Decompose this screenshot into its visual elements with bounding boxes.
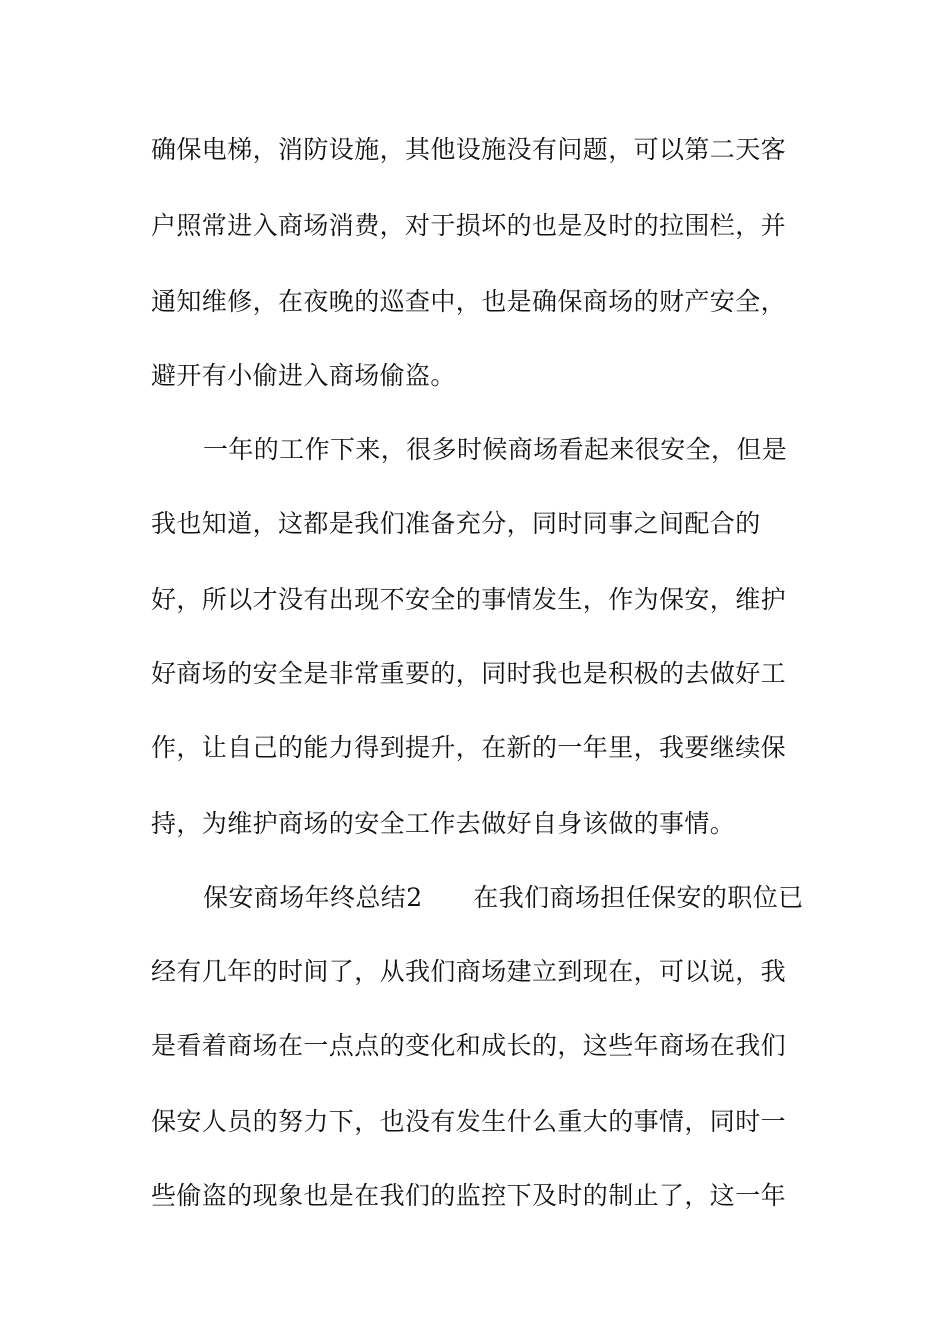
text-line: 通知维修，在夜晚的巡查中，也是确保商场的财产安全， <box>151 287 787 316</box>
text-line: 持，为维护商场的安全工作去做好自身该做的事情。 <box>151 809 736 838</box>
text-line: 保安人员的努力下，也没有发生什么重大的事情，同时一 <box>151 1107 787 1136</box>
paragraph-first-line: 一年的工作下来，很多时候商场看起来很安全，但是 <box>203 435 788 464</box>
text-line: 避开有小偷进入商场偷盗。 <box>151 361 456 390</box>
text-line: 户照常进入商场消费，对于损坏的也是及时的拉围栏，并 <box>151 211 787 240</box>
text-line: 作，让自己的能力得到提升，在新的一年里，我要继续保 <box>151 733 787 762</box>
text-line: 是看着商场在一点点的变化和成长的，这些年商场在我们 <box>151 1031 787 1060</box>
text-line: 好商场的安全是非常重要的，同时我也是积极的去做好工 <box>151 659 787 688</box>
text-line: 经有几年的时间了，从我们商场建立到现在，可以说，我 <box>151 957 787 986</box>
text-line: 确保电梯，消防设施，其他设施没有问题，可以第二天客 <box>151 135 787 164</box>
text-line: 我也知道，这都是我们准备充分，同时同事之间配合的 <box>151 509 761 538</box>
text-line: 好，所以才没有出现不安全的事情发生，作为保安，维护 <box>151 585 787 614</box>
section-heading-line: 保安商场年终总结2 在我们商场担任保安的职位已 <box>203 883 804 912</box>
text-line: 些偷盗的现象也是在我们的监控下及时的制止了，这一年 <box>151 1181 787 1210</box>
